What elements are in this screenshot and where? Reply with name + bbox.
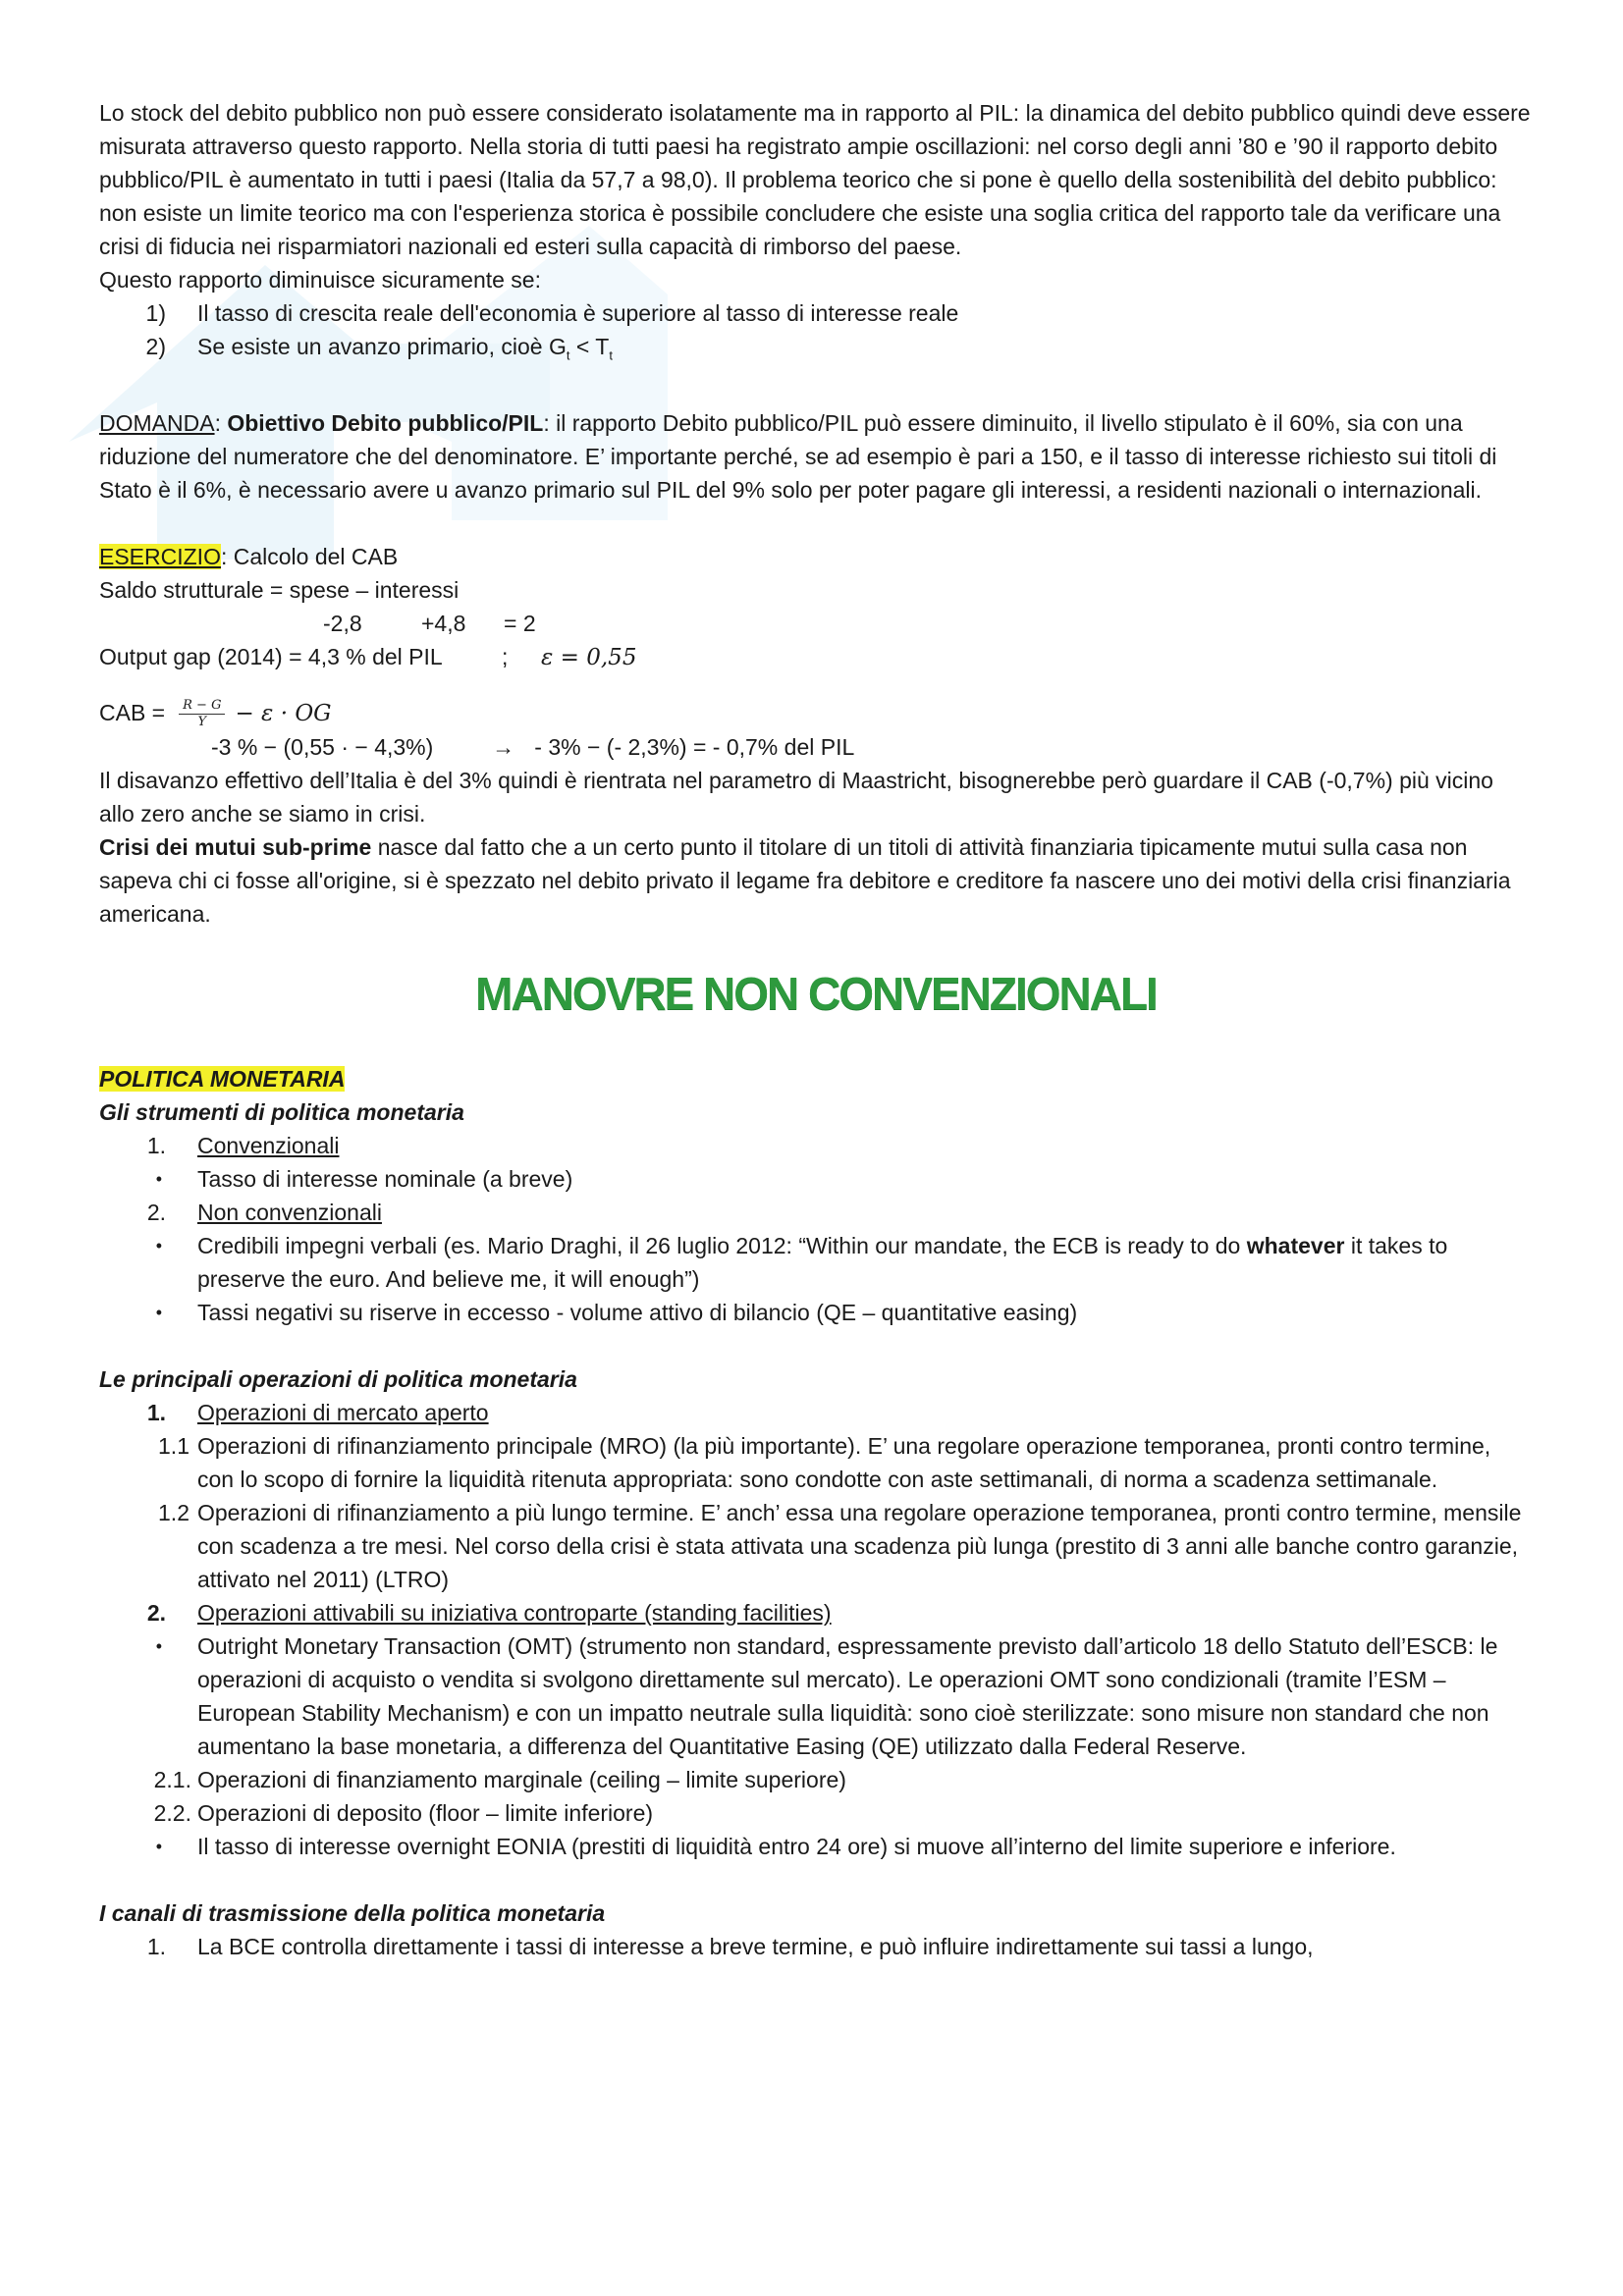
section-title: MANOVRE NON CONVENZIONALI — [475, 968, 1157, 1020]
domanda-paragraph — [99, 406, 1533, 507]
list-marker: 1.1 — [158, 1433, 189, 1460]
domanda-text: : il rapporto Debito pubblico/PIL può essere diminuito, il livello stipulato è il 60%, sia con una riduzione del numeratore che del denominatore. E’ importante perché, se ad esempio è pari a 150, e il tasso di interesse richiesto sui titoli di Stato è il 6%, è necessario avere u avanzo primario sul PIL del 9% solo per poter pagare gli interessi, a residenti nazionali o internazionali. — [99, 409, 1497, 503]
disavanzo-paragraph: Il disavanzo effettivo dell’Italia è del 3% quindi è rientrata nel parametro di Maastricht, bisognerebbe però guardare il CAB (-0,7%) più vicino allo zero anche se siamo in crisi. — [99, 768, 1493, 828]
list-item — [99, 1229, 1533, 1296]
list-text-pre: Credibili impegni verbali (es. Mario Draghi, il 26 luglio 2012: “Within our mandate, the ECB is ready to do — [197, 1233, 1247, 1259]
value: +4,8 — [421, 610, 466, 636]
saldo-values — [99, 607, 1533, 640]
list-marker: 1. — [146, 1934, 166, 1960]
list-item — [99, 1629, 1533, 1763]
domanda-separator: : — [214, 409, 228, 436]
document-page — [99, 96, 1533, 1963]
subscript: t — [609, 347, 613, 363]
list-item — [99, 1296, 1533, 1329]
list-item — [99, 1930, 1533, 1963]
list-marker: 1) — [145, 300, 166, 326]
politica-heading — [99, 1062, 1533, 1095]
strumenti-subheading: Gli strumenti di politica monetaria — [99, 1099, 464, 1126]
list-text — [197, 330, 1533, 373]
list-item — [99, 296, 1533, 330]
arrow-right-icon: → — [492, 734, 515, 761]
list-text: Tasso di interesse nominale (a breve) — [197, 1166, 573, 1193]
fraction-denominator: Y — [197, 715, 207, 730]
list-text: Il tasso di crescita reale dell'economia è superiore al tasso di interesse reale — [197, 300, 959, 326]
politica-heading-text: POLITICA MONETARIA — [99, 1066, 346, 1093]
saldo-line: Saldo strutturale = spese – interessi — [99, 576, 460, 603]
cab-label: CAB = — [99, 699, 166, 725]
list-item — [99, 1763, 1533, 1796]
list-text: Operazioni di rifinanziamento principale (MRO) (la più importante). E’ una regolare operazione temporanea, pronti contro termine, con lo scopo di fornire la liquidità ritenuta appropriata: sono condotte con aste settimanali, di norma a scadenza settimanale. — [197, 1433, 1491, 1493]
list-marker: 1.2 — [158, 1500, 189, 1526]
esercizio-label: ESERCIZIO — [99, 543, 221, 569]
list-item — [99, 1796, 1533, 1830]
canali-subheading: I canali di trasmissione della politica monetaria — [99, 1900, 606, 1927]
cab-calculation — [99, 730, 1533, 764]
bullet-icon: • — [155, 1636, 162, 1657]
esercizio-heading — [99, 540, 1533, 573]
list-text — [197, 1229, 1533, 1296]
separator: ; — [502, 643, 509, 669]
list-marker: 2. — [146, 1600, 166, 1627]
list-text: Il tasso di interesse overnight EONIA (prestiti di liquidità entro 24 ore) si muove all’interno del limite superiore e inferiore. — [197, 1834, 1396, 1860]
list-text-bold: whatever — [1246, 1233, 1345, 1259]
epsilon-value: ε = 0,55 — [541, 644, 637, 670]
list-text-post: it takes to preserve the euro. And believe me, it will enough”) — [197, 1233, 1448, 1293]
bullet-icon: • — [155, 1169, 162, 1190]
list-item — [99, 1429, 1533, 1496]
list-text-main: Se esiste un avanzo primario, cioè G — [197, 334, 567, 359]
operazioni-subheading: Le principali operazioni di politica monetaria — [99, 1366, 577, 1393]
list-text: Operazioni di finanziamento marginale (ceiling – limite superiore) — [197, 1767, 846, 1793]
crisi-paragraph — [99, 830, 1533, 931]
list-item — [99, 1830, 1533, 1863]
list-text: Outright Monetary Transaction (OMT) (strumento non standard, espressamente previsto dall’articolo 18 dello Statuto dell’ESCB: le operazioni di acquisto o vendita si svolgono direttamente sul mercato). Le operazioni OMT sono condizionali (tramite l’ESM – European Stability Mechanism) e con un impatto neutrale sulla liquidità: sono cioè sterilizzate: sono misure non standard che non aumentano la base monetaria, a differenza del Quantitative Easing (QE) utilizzato dalla Federal Reserve. — [197, 1633, 1498, 1760]
list-marker: 1. — [146, 1400, 166, 1426]
list-text: Non convenzionali — [197, 1200, 382, 1226]
list-marker: 2.1. — [153, 1767, 191, 1793]
list-item — [99, 1496, 1533, 1596]
intro-paragraph: Lo stock del debito pubblico non può essere considerato isolatamente ma in rapporto al PIL: la dinamica del debito pubblico quindi deve essere misurata attraverso questo rapporto. Nella storia di tutti paesi ha registrato ampie oscillazioni: nel corso degli anni ’80 e ’90 il rapporto debito pubblico/PIL è aumentato in tutti i paesi (Italia da 57,7 a 98,0). Il problema teorico che si pone è quello della sostenibilità del debito pubblico: non esiste un limite teorico ma con l'esperienza storica è possibile concludere che esiste una soglia critica del rapporto tale da verificare una crisi di fiducia nei risparmiatori nazionali ed esteri sulla capacità di rimborso del paese. — [99, 100, 1531, 259]
list-item — [99, 330, 1533, 373]
esercizio-title: : Calcolo del CAB — [220, 543, 399, 569]
list-item — [99, 1396, 1533, 1429]
cab-formula-rest: − ε · OG — [235, 700, 332, 726]
list-text-mid: < T — [569, 334, 610, 359]
domanda-bold: Obiettivo Debito pubblico/PIL — [227, 409, 544, 436]
list-marker: 1. — [146, 1133, 166, 1159]
calc-left: -3 % − (0,55 · − 4,3%) — [211, 734, 434, 761]
domanda-label: DOMANDA — [99, 409, 215, 436]
crisi-text: nasce dal fatto che a un certo punto il titolare di un titoli di attività finanziaria tipicamente mutui sulla casa non sapeva chi ci fosse all'origine, si è spezzato nel debito privato il legame fra debitore e creditore fa nascere uno dei motivi della crisi finanziaria americana. — [99, 834, 1511, 928]
list-marker: 2. — [146, 1200, 166, 1226]
list-item — [99, 1162, 1533, 1196]
subscript: t — [566, 347, 570, 363]
list-item — [99, 1129, 1533, 1162]
list-text: La BCE controlla direttamente i tassi di interesse a breve termine, e può influire indirettamente sui tassi a lungo, — [197, 1934, 1314, 1960]
list-text: Operazioni di deposito (floor – limite inferiore) — [197, 1800, 654, 1827]
list-text: Operazioni di mercato aperto — [197, 1400, 489, 1426]
bullet-icon: • — [155, 1236, 162, 1256]
calc-right: - 3% − (- 2,3%) = - 0,7% del PIL — [534, 734, 855, 761]
list-item — [99, 1596, 1533, 1629]
list-text: Convenzionali — [197, 1133, 340, 1159]
value: = 2 — [504, 610, 536, 636]
output-gap-line — [99, 640, 1533, 674]
list-text: Operazioni di rifinanziamento a più lungo termine. E’ anch’ essa una regolare operazione temporanea, pronti contro termine, mensile con scadenza a tre mesi. Nel corso della crisi è stata attivata una scadenza più lunga (prestito di 3 anni alle banche contro garanzie, attivato nel 2011) (LTRO) — [197, 1500, 1522, 1593]
intro-paragraph-2: Questo rapporto diminuisce sicuramente se: — [99, 267, 541, 293]
cab-formula — [99, 696, 1533, 730]
fraction — [179, 698, 225, 730]
bullet-icon: • — [155, 1303, 162, 1323]
value: -2,8 — [323, 610, 362, 636]
bullet-icon: • — [155, 1837, 162, 1857]
crisi-bold: Crisi dei mutui sub-prime — [99, 834, 372, 861]
list-text: Operazioni attivabili su iniziativa controparte (standing facilities) — [197, 1600, 832, 1627]
list-item — [99, 1196, 1533, 1229]
list-text: Tassi negativi su riserve in eccesso - volume attivo di bilancio (QE – quantitative easing) — [197, 1300, 1078, 1326]
list-marker: 2) — [145, 334, 166, 359]
output-gap-text: Output gap (2014) = 4,3 % del PIL — [99, 643, 443, 669]
list-marker: 2.2. — [153, 1800, 191, 1827]
fraction-numerator: R − G — [179, 698, 225, 715]
